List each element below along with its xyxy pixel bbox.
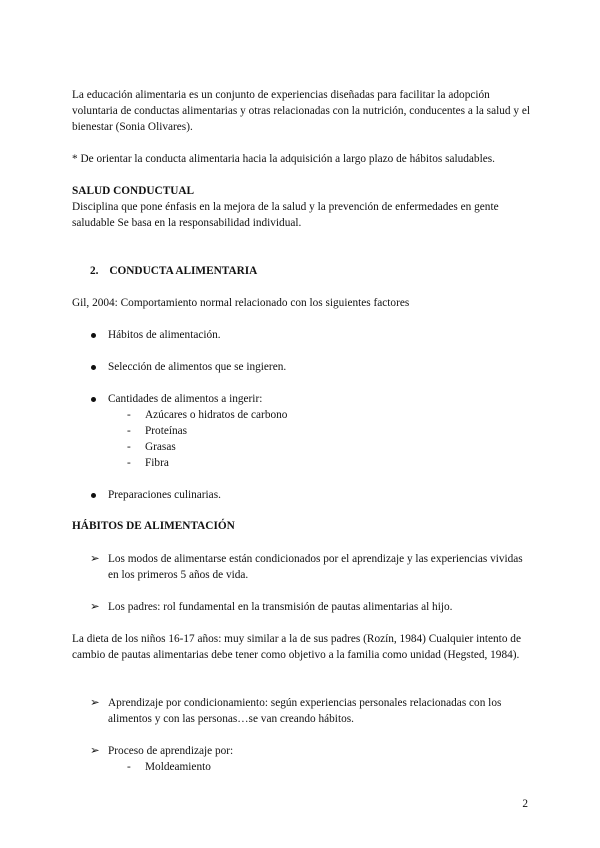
sub-list-item-text: Azúcares o hidratos de carbono bbox=[145, 409, 288, 421]
arrow-list-item-text: Proceso de aprendizaje por: bbox=[108, 745, 234, 757]
bullet-dot-icon bbox=[90, 359, 104, 375]
sub-list-item-text: Proteínas bbox=[145, 425, 188, 437]
bullet-dot-icon bbox=[90, 487, 104, 503]
list-item-text: Cantidades de alimentos a ingerir: bbox=[108, 393, 263, 405]
arrow-bullet-icon: ➢ bbox=[90, 553, 100, 565]
sub-list-item-text: Grasas bbox=[145, 441, 176, 453]
arrow-list-item-text: Aprendizaje por condicionamiento: según experiencias personales relacionadas con los alimentos y con las personas…se van creando hábitos. bbox=[108, 697, 502, 725]
dash-marker: - bbox=[127, 425, 131, 437]
list-item-text: Preparaciones culinarias. bbox=[108, 489, 221, 501]
sub-list-item-text: Fibra bbox=[145, 457, 169, 469]
section-number: 2. bbox=[90, 265, 99, 277]
habitos-heading: HÁBITOS DE ALIMENTACIÓN bbox=[72, 520, 235, 532]
sub-list-item-text: Moldeamiento bbox=[145, 761, 211, 773]
arrow-bullet-icon: ➢ bbox=[90, 601, 100, 613]
bullet-dot-icon bbox=[90, 327, 104, 343]
page-number: 2 bbox=[522, 798, 528, 810]
list-item-text: Hábitos de alimentación. bbox=[108, 329, 221, 341]
dash-marker: - bbox=[127, 761, 131, 773]
section-heading-conducta bbox=[90, 263, 257, 279]
intro-paragraph: La educación alimentaria es un conjunto de experiencias diseñadas para facilitar la adopción voluntaria de conductas alimentarias y otras relacionadas con la nutrición, conducentes a la salud y el bienestar (Sonia Olivares). bbox=[72, 89, 530, 133]
bullet-dot-icon bbox=[90, 391, 104, 407]
dash-marker: - bbox=[127, 441, 131, 453]
arrow-bullet-icon: ➢ bbox=[90, 745, 100, 757]
dash-marker: - bbox=[127, 457, 131, 469]
list-item-text: Selección de alimentos que se ingieren. bbox=[108, 361, 287, 373]
conducta-intro: Gil, 2004: Comportamiento normal relacionado con los siguientes factores bbox=[72, 297, 410, 309]
arrow-bullet-icon: ➢ bbox=[90, 697, 100, 709]
intro-note: * De orientar la conducta alimentaria hacia la adquisición a largo plazo de hábitos saludables. bbox=[72, 153, 495, 165]
arrow-list-item-text: Los modos de alimentarse están condicionados por el aprendizaje y las experiencias vividas en los primeros 5 años de vida. bbox=[108, 553, 523, 581]
section-title: CONDUCTA ALIMENTARIA bbox=[109, 265, 258, 277]
arrow-list-item-text: Los padres: rol fundamental en la transmisión de pautas alimentarias al hijo. bbox=[108, 601, 453, 613]
dash-marker: - bbox=[127, 409, 131, 421]
habitos-paragraph: La dieta de los niños 16-17 años: muy similar a la de sus padres (Rozín, 1984) Cualquier intento de cambio de pautas alimentarias debe tener como objetivo a la familia como unidad (Hegsted, 1984). bbox=[72, 633, 521, 661]
salud-conductual-text: Disciplina que pone énfasis en la mejora de la salud y la prevención de enfermedades en gente saludable Se basa en la responsabilidad individual. bbox=[72, 201, 499, 229]
salud-conductual-heading: SALUD CONDUCTUAL bbox=[72, 185, 195, 197]
